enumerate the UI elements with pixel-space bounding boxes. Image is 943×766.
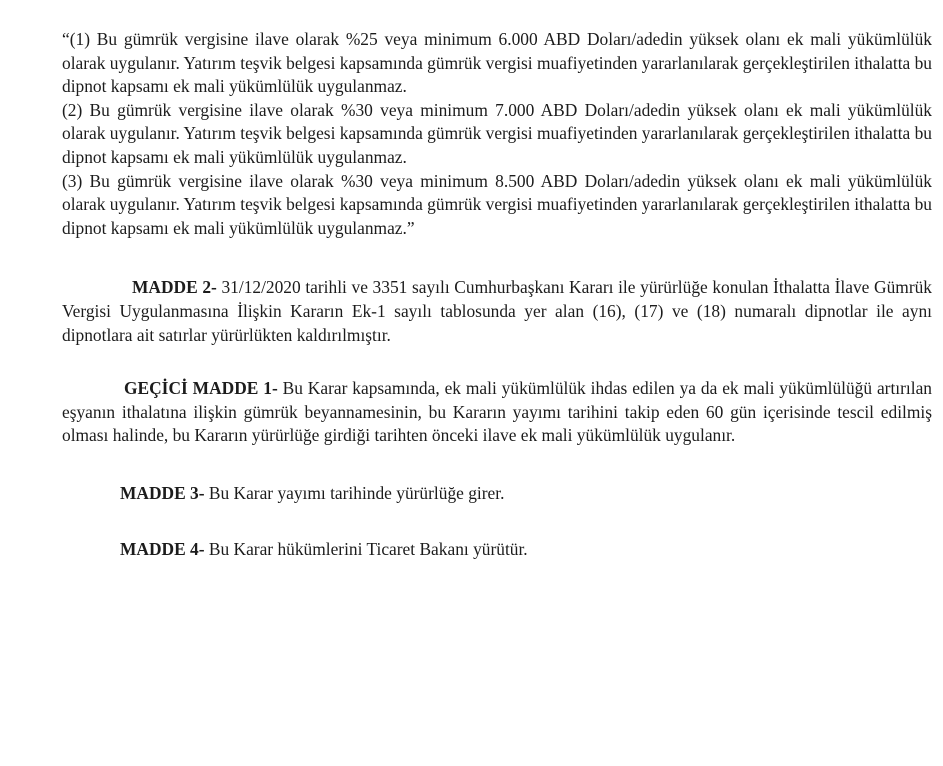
- footnote-3: (3) Bu gümrük vergisine ilave olarak %30 veya minimum 8.500 ABD Doları/adedin yüksek olanı ek mali yükümlülük olarak uygulanır. Yatırım teşvik belgesi kapsamında gümrük vergisi muafiyetinden yararlanılarak gerçekleştirilen ithalatta bu dipnot kapsamı ek mali yükümlülük uygulanmaz.”: [62, 170, 932, 238]
- article-madde-2: [62, 276, 932, 347]
- footnote-1: “(1) Bu gümrük vergisine ilave olarak %25 veya minimum 6.000 ABD Doları/adedin yüksek olanı ek mali yükümlülük olarak uygulanır. Yatırım teşvik belgesi kapsamında gümrük vergisi muafiyetinden yararlanılarak gerçekleştirilen ithalatta bu dipnot kapsamı ek mali yükümlülük uygulanmaz.: [62, 29, 932, 97]
- article-text: Bu Karar kapsamında, ek mali yükümlülük ihdas edilen ya da ek mali yükümlülüğü artırılan eşyanın ithalatına ilişkin gümrük beyannamesinin, bu Kararın yayımı tarihini takip eden 60 gün içerisinde tescil edilmiş olması halinde, bu Kararın yürürlüğe girdiği tarihten önceki ilave ek mali yükümlülük uygulanır.: [62, 378, 932, 446]
- article-text: Bu Karar yayımı tarihinde yürürlüğe girer.: [204, 482, 505, 503]
- article-label: GEÇİCİ MADDE 1-: [124, 378, 278, 399]
- article-label: MADDE 4-: [120, 538, 205, 559]
- article-text: Bu Karar hükümlerini Ticaret Bakanı yürütür.: [204, 538, 528, 559]
- article-text: 31/12/2020 tarihli ve 3351 sayılı Cumhurbaşkanı Kararı ile yürürlüğe konulan İthalatta İlave Gümrük Vergisi Uygulanmasına İlişkin Kararın Ek-1 sayılı tablosunda yer alan (16), (17) ve (18) numaralı dipnotlar ile aynı dipnotlara ait satırlar yürürlükten kaldırılmıştır.: [62, 277, 932, 345]
- footnote-2: (2) Bu gümrük vergisine ilave olarak %30 veya minimum 7.000 ABD Doları/adedin yüksek olanı ek mali yükümlülük olarak uygulanır. Yatırım teşvik belgesi kapsamında gümrük vergisi muafiyetinden yararlanılarak gerçekleştirilen ithalatta bu dipnot kapsamı ek mali yükümlülük uygulanmaz.: [62, 99, 932, 167]
- article-madde-4: [62, 538, 932, 562]
- article-label: MADDE 2-: [132, 277, 217, 298]
- article-label: MADDE 3-: [120, 482, 205, 503]
- article-gecici-madde-1: [62, 377, 932, 448]
- article-madde-3: [62, 482, 932, 506]
- document-page: [62, 28, 932, 561]
